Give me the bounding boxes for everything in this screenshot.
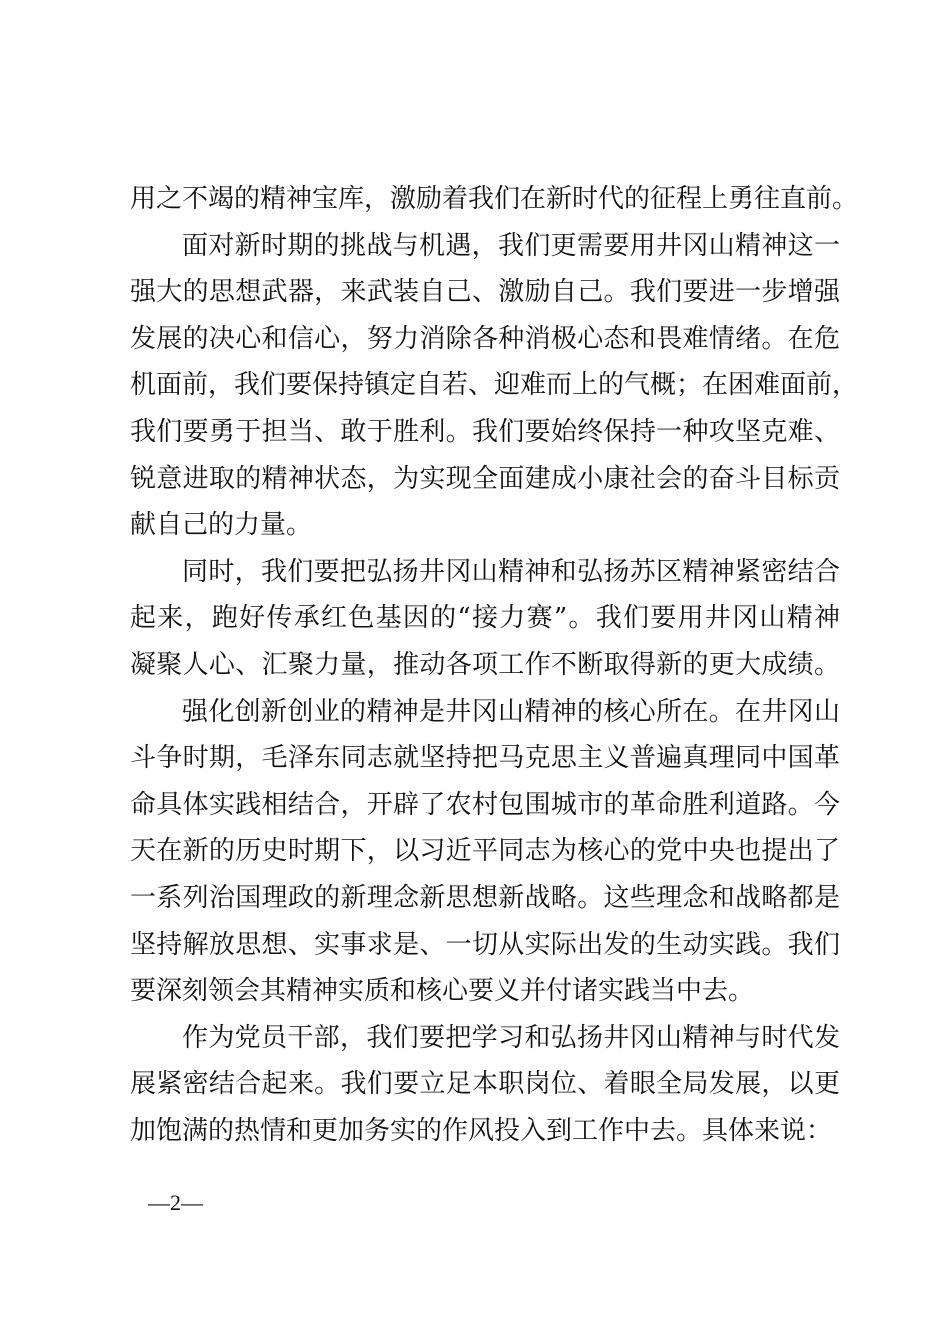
text-line: 机面前，我们要保持镇定自若、迎难而上的气概；在困难面前， [130, 370, 859, 401]
text-line: 要深刻领会其精神实质和核心要义并付诸实践当中去。 [130, 976, 755, 1007]
text-line: 用之不竭的精神宝库，激励着我们在新时代的征程上勇往直前。 [130, 184, 859, 214]
text-line: 斗争时期，毛泽东同志就坚持把马克思主义普遍真理同中国革 [130, 743, 840, 774]
text-line: 一系列治国理政的新理念新思想新战略。这些理念和战略都是 [130, 882, 840, 913]
text-line: 加饱满的热情和更加务实的作风投入到工作中去。具体来说： [130, 1115, 833, 1146]
text-line: 献自己的力量。 [130, 510, 313, 541]
text-line: 作为党员干部，我们要把学习和弘扬井冈山精神与时代发 [182, 1022, 840, 1053]
page-number: —2— [148, 1190, 203, 1215]
text-line: 天在新的历史时期下，以习近平同志为核心的党中央也提出了 [130, 836, 840, 867]
text-line: 展紧密结合起来。我们要立足本职岗位、着眼全局发展，以更 [130, 1069, 840, 1100]
text-line: 同时，我们要把弘扬井冈山精神和弘扬苏区精神紧密结合 [182, 556, 840, 587]
text-line: 强大的思想武器，来武装自己、激励自己。我们要进一步增强 [130, 277, 840, 308]
text-line: 起来，跑好传承红色基因的“接力赛”。我们要用井冈山精神 [130, 603, 840, 634]
text-line: 发展的决心和信心，努力消除各种消极心态和畏难情绪。在危 [130, 323, 840, 354]
text-line: 我们要勇于担当、敢于胜利。我们要始终保持一种攻坚克难、 [130, 416, 840, 447]
text-line: 锐意进取的精神状态，为实现全面建成小康社会的奋斗目标贡 [130, 463, 840, 494]
text-line: 命具体实践相结合，开辟了农村包围城市的革命胜利道路。今 [130, 789, 840, 820]
text-line: 强化创新创业的精神是井冈山精神的核心所在。在井冈山 [182, 696, 840, 727]
text-line: 坚持解放思想、实事求是、一切从实际出发的生动实践。我们 [130, 929, 840, 960]
document-body [130, 176, 859, 1154]
text-line: 凝聚人心、汇聚力量，推动各项工作不断取得新的更大成绩。 [130, 649, 840, 680]
text-line: 面对新时期的挑战与机遇，我们更需要用井冈山精神这一 [182, 230, 840, 261]
